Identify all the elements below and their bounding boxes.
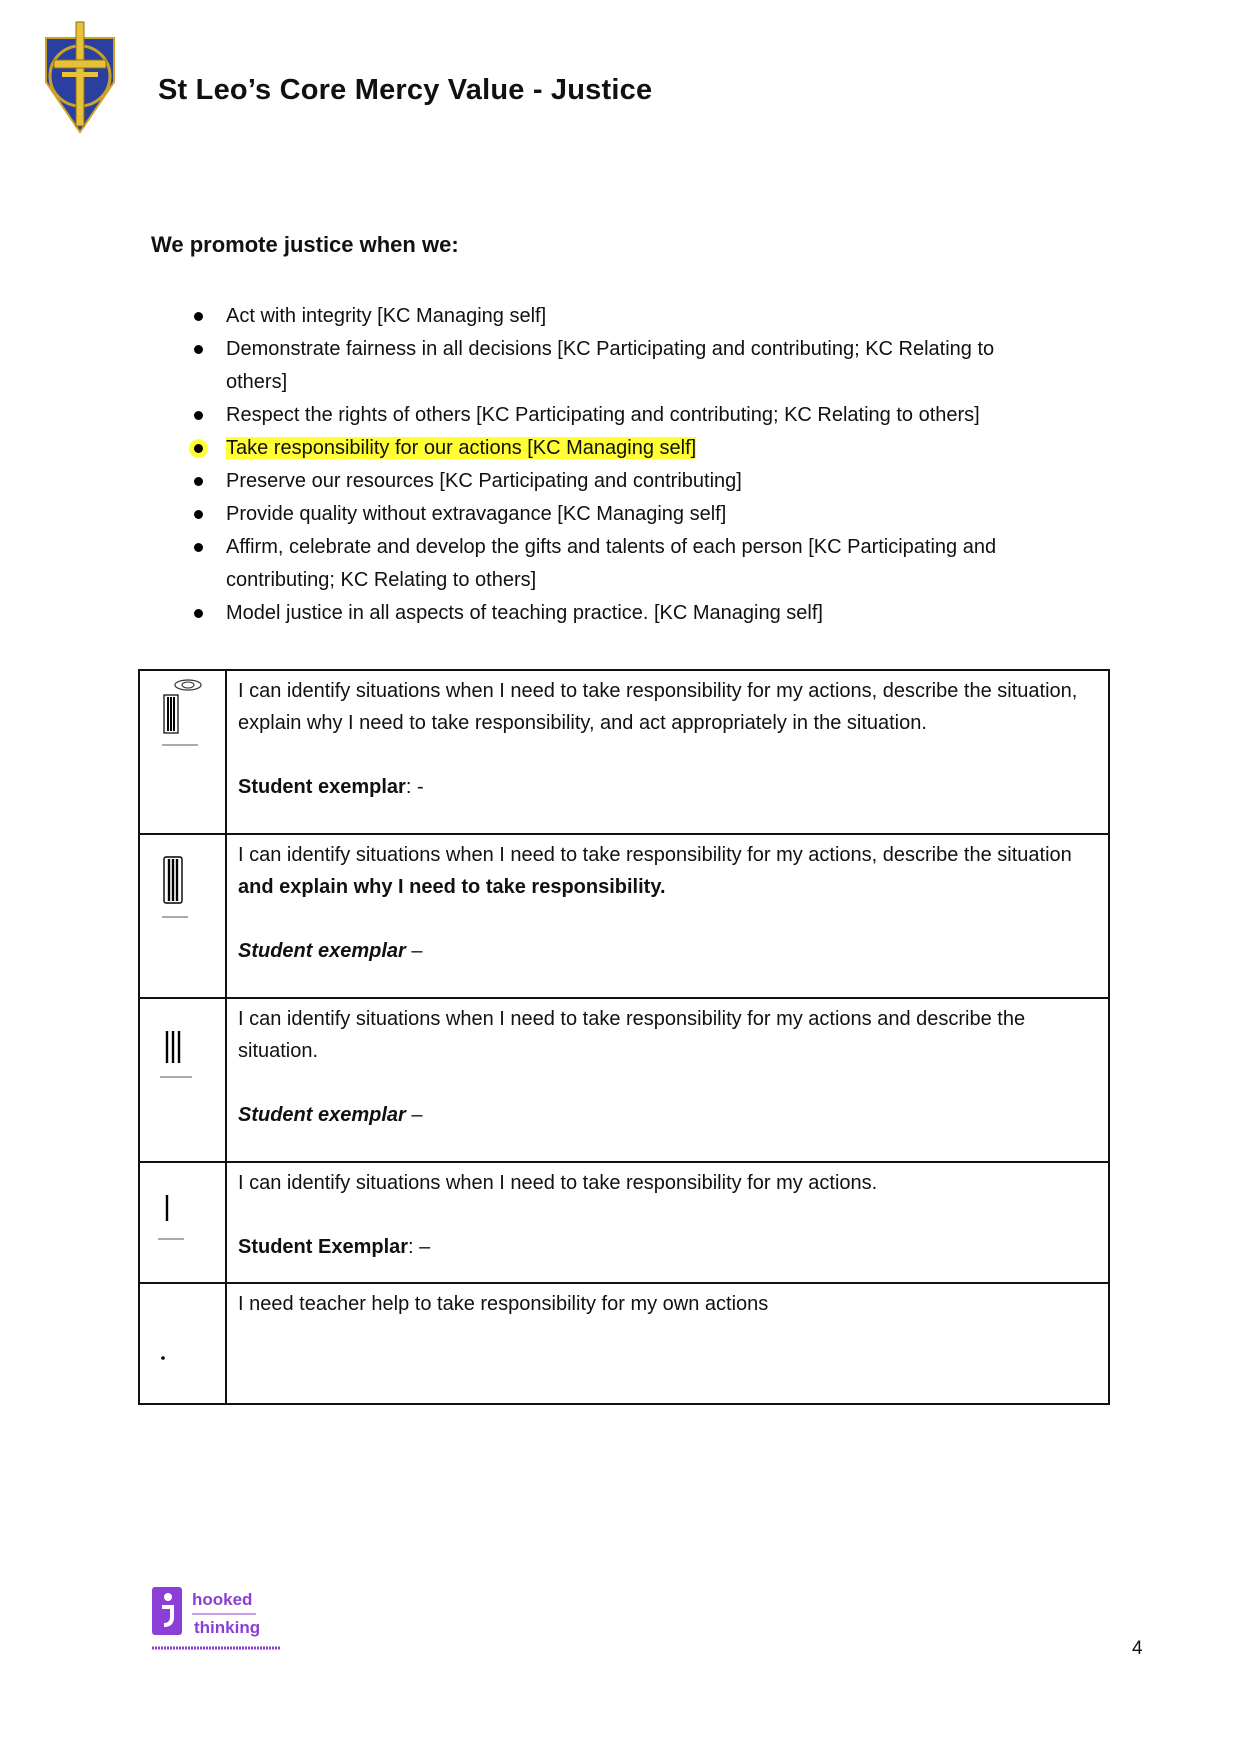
svg-text:thinking: thinking (194, 1618, 261, 1637)
list-item: Preserve our resources [KC Participating and contributing] (170, 465, 1050, 498)
table-row (139, 1162, 1109, 1283)
level-icon-cell (139, 1162, 226, 1283)
criteria-cell: I can identify situations when I need to take responsibility for my actions, describe the situation and explain why I need to take responsibility. Student exemplar – (226, 834, 1109, 998)
svg-text:hooked: hooked (192, 1590, 253, 1609)
solo-rubric-table (138, 669, 1110, 1405)
list-item: Provide quality without extravagance [KC Managing self] (170, 498, 1050, 531)
list-item: Respect the rights of others [KC Participating and contributing; KC Relating to others] (170, 399, 1050, 432)
criteria-cell: I can identify situations when I need to take responsibility for my actions, describe the situation, explain why I need to take responsibility, and act appropriately in the situation. Student exemplar: - (226, 670, 1109, 834)
level-icon-cell (139, 834, 226, 998)
table-row (139, 670, 1109, 834)
list-item-highlighted: Take responsibility for our actions [KC Managing self] (170, 432, 1050, 465)
list-item: Act with integrity [KC Managing self] (170, 300, 1050, 333)
bullet-icon (194, 543, 203, 552)
school-crest-icon (36, 20, 124, 138)
table-row (139, 834, 1109, 998)
page-number: 4 (1132, 1638, 1143, 1659)
page-title: St Leo’s Core Mercy Value - Justice (158, 74, 653, 106)
extended-abstract-icon (158, 679, 208, 749)
bullet-icon (194, 477, 203, 486)
criteria-cell: I need teacher help to take responsibility for my own actions (226, 1283, 1109, 1404)
criteria-cell: I can identify situations when I need to take responsibility for my actions. Student Exemplar: – (226, 1162, 1109, 1283)
table-row (139, 998, 1109, 1162)
unistructural-icon (158, 1193, 208, 1253)
section-heading: We promote justice when we: (151, 232, 459, 257)
bullet-icon (194, 345, 203, 354)
multistructural-icon (158, 1027, 208, 1087)
prestructural-icon (158, 1352, 188, 1372)
level-icon-cell (139, 998, 226, 1162)
list-item: Affirm, celebrate and develop the gifts and talents of each person [KC Participating and contributing; KC Relating to others] (170, 531, 1050, 597)
relational-icon (158, 853, 208, 923)
list-item: Model justice in all aspects of teaching practice. [KC Managing self] (170, 597, 1050, 630)
table-row (139, 1283, 1109, 1404)
level-icon-cell (139, 1283, 226, 1404)
bullet-icon (194, 411, 203, 420)
criteria-cell: I can identify situations when I need to take responsibility for my actions and describe the situation. Student exemplar – (226, 998, 1109, 1162)
bullet-icon (194, 444, 203, 453)
hooked-on-thinking-logo-icon (150, 1585, 290, 1657)
bullet-icon (194, 609, 203, 618)
bullet-icon (194, 312, 203, 321)
justice-bullet-list (170, 300, 1050, 630)
level-icon-cell (139, 670, 226, 834)
list-item: Demonstrate fairness in all decisions [KC Participating and contributing; KC Relating to others] (170, 333, 1050, 399)
bullet-icon (194, 510, 203, 519)
